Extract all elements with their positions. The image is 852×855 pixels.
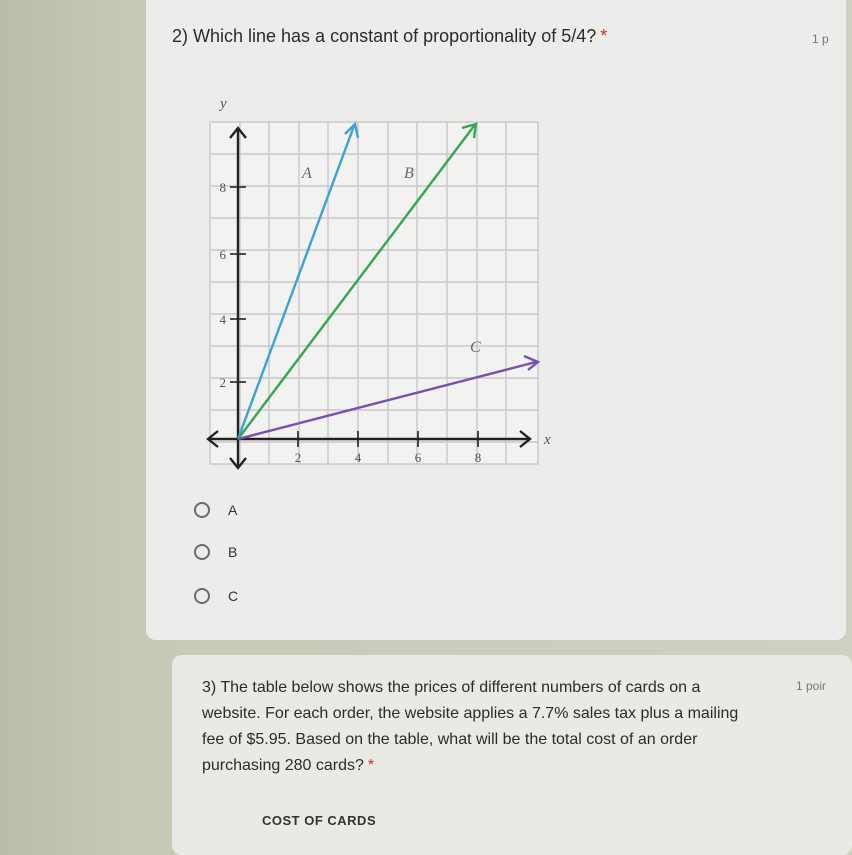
line-a-label: A <box>302 165 312 182</box>
points-label: 1 poir <box>796 679 827 693</box>
option-a[interactable] <box>194 498 237 522</box>
x-tick-label: 4 <box>354 450 362 465</box>
option-label: B <box>228 544 238 560</box>
option-c[interactable] <box>194 584 238 608</box>
points-label: 1 p <box>812 32 829 46</box>
y-tick-label: 6 <box>219 247 226 262</box>
option-label: C <box>228 588 239 604</box>
radio-button[interactable] <box>194 544 210 560</box>
line-b-label: B <box>404 165 414 182</box>
x-tick-label: 2 <box>294 450 302 465</box>
y-tick-label: 2 <box>219 375 226 390</box>
x-axis-label: x <box>544 432 551 448</box>
x-tick-label: 8 <box>474 450 482 465</box>
line-c-label: C <box>470 339 481 356</box>
radio-button[interactable] <box>194 588 210 604</box>
question-2-title: 2) Which line has a constant of proportionality of 5/4? * <box>172 26 608 46</box>
required-asterisk: * <box>600 26 608 46</box>
question-3-title: 3) The table below shows the prices of different numbers of cards on a website. For each order, the website applies a 7.7% sales tax plus a mailing fee of $5.95. Based on the table, what will be the total cost of an order purchasing 280 cards? * <box>202 679 739 774</box>
option-label: A <box>228 502 238 518</box>
y-axis-label: y <box>220 96 227 112</box>
option-b[interactable] <box>194 540 237 564</box>
proportionality-graph <box>190 90 550 480</box>
question-3-card <box>172 655 852 855</box>
y-tick-label: 8 <box>219 180 226 195</box>
x-tick-label: 6 <box>414 450 422 465</box>
required-asterisk: * <box>367 757 375 774</box>
table-heading: COST OF CARDS <box>262 813 377 828</box>
radio-button[interactable] <box>194 502 210 518</box>
y-tick-label: 4 <box>219 312 226 327</box>
